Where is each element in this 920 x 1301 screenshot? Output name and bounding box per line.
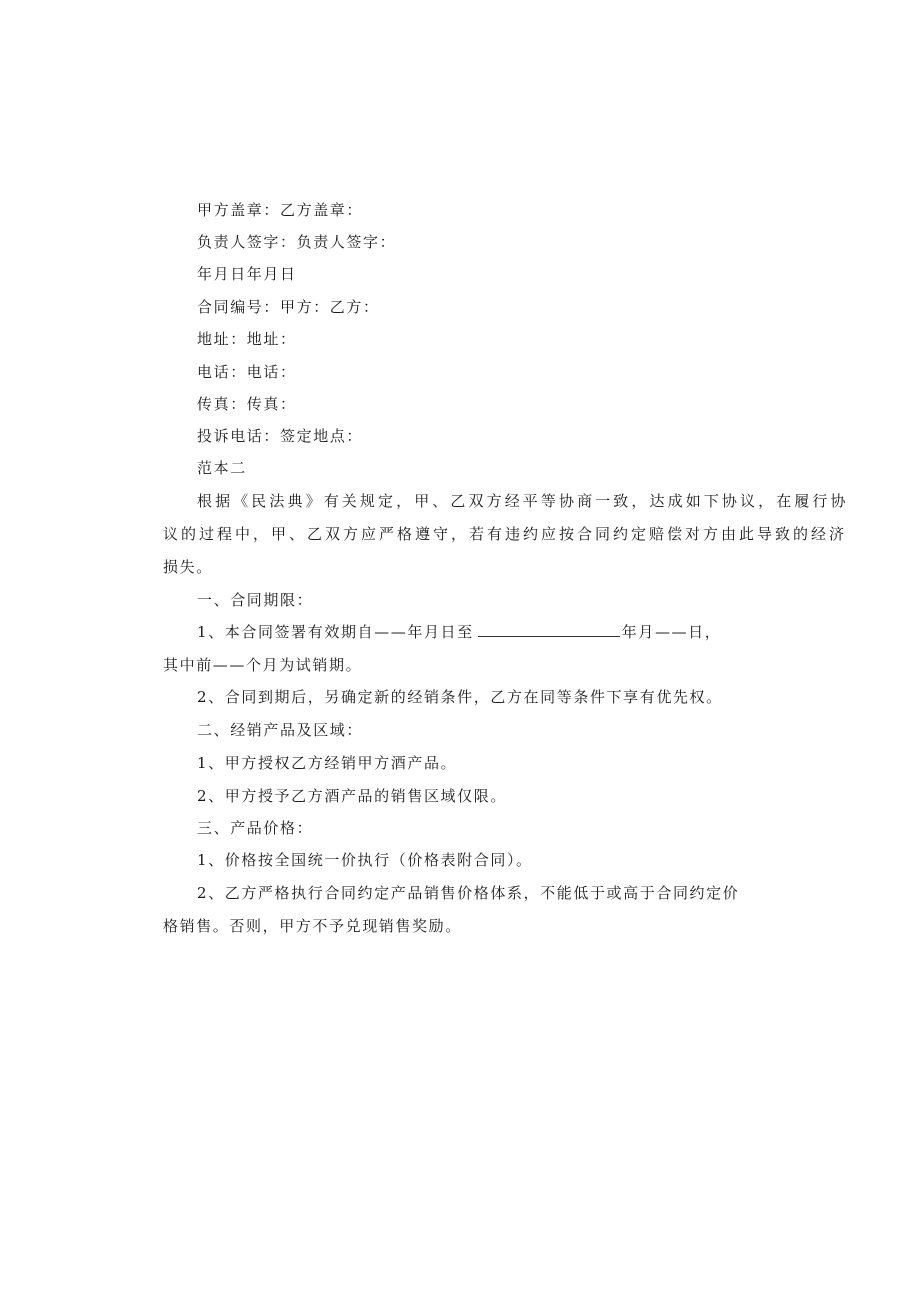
- seal-line: 甲方盖章：乙方盖章：: [197, 201, 364, 219]
- section2-item1: 1、甲方授权乙方经销甲方酒产品。: [197, 754, 458, 772]
- signer-line: 负责人签字：负责人签字：: [197, 233, 397, 251]
- complaint-line: 投诉电话：签定地点：: [197, 427, 364, 445]
- section3-item2-line1: 2、乙方严格执行合同约定产品销售价格体系，不能低于或高于合同约定价: [197, 884, 740, 902]
- section1-heading: 一、合同期限：: [197, 591, 314, 609]
- section3-item2-line2: 格销售。否则，甲方不予兑现销售奖励。: [163, 917, 462, 935]
- section3-heading: 三、产品价格：: [197, 819, 314, 837]
- template-title: 范本二: [197, 459, 247, 477]
- preamble-line-1: 根据《民法典》有关规定，甲、乙双方经平等协商一致，达成如下协议，在履行协: [197, 492, 849, 510]
- section1-item1-start: 1、本合同签署有效期自——年月日至: [197, 623, 474, 641]
- address-line: 地址：地址：: [197, 330, 297, 348]
- preamble-line-2: 议的过程中，甲、乙双方应严格遵守，若有违约应按合同约定赔偿对方由此导致的经济: [163, 525, 848, 543]
- phone-line: 电话：电话：: [197, 363, 297, 381]
- section1-item2: 2、合同到期后，另确定新的经销条件，乙方在同等条件下享有优先权。: [197, 688, 723, 706]
- section1-item1-continuation: 其中前——个月为试销期。: [163, 656, 363, 674]
- section2-heading: 二、经销产品及区域：: [197, 721, 364, 739]
- section1-item1: [197, 622, 721, 642]
- section2-item2: 2、甲方授予乙方酒产品的销售区域仅限。: [197, 787, 507, 805]
- contract-number-line: 合同编号：甲方：乙方：: [197, 298, 380, 316]
- section3-item1: 1、价格按全国统一价执行（价格表附合同）。: [197, 851, 533, 869]
- section1-item1-end: 年月——日，: [621, 623, 722, 641]
- fax-line: 传真：传真：: [197, 395, 297, 413]
- date-line: 年月日年月日: [197, 265, 297, 283]
- date-blank-underline: [478, 622, 620, 637]
- preamble-line-3: 损失。: [163, 558, 213, 576]
